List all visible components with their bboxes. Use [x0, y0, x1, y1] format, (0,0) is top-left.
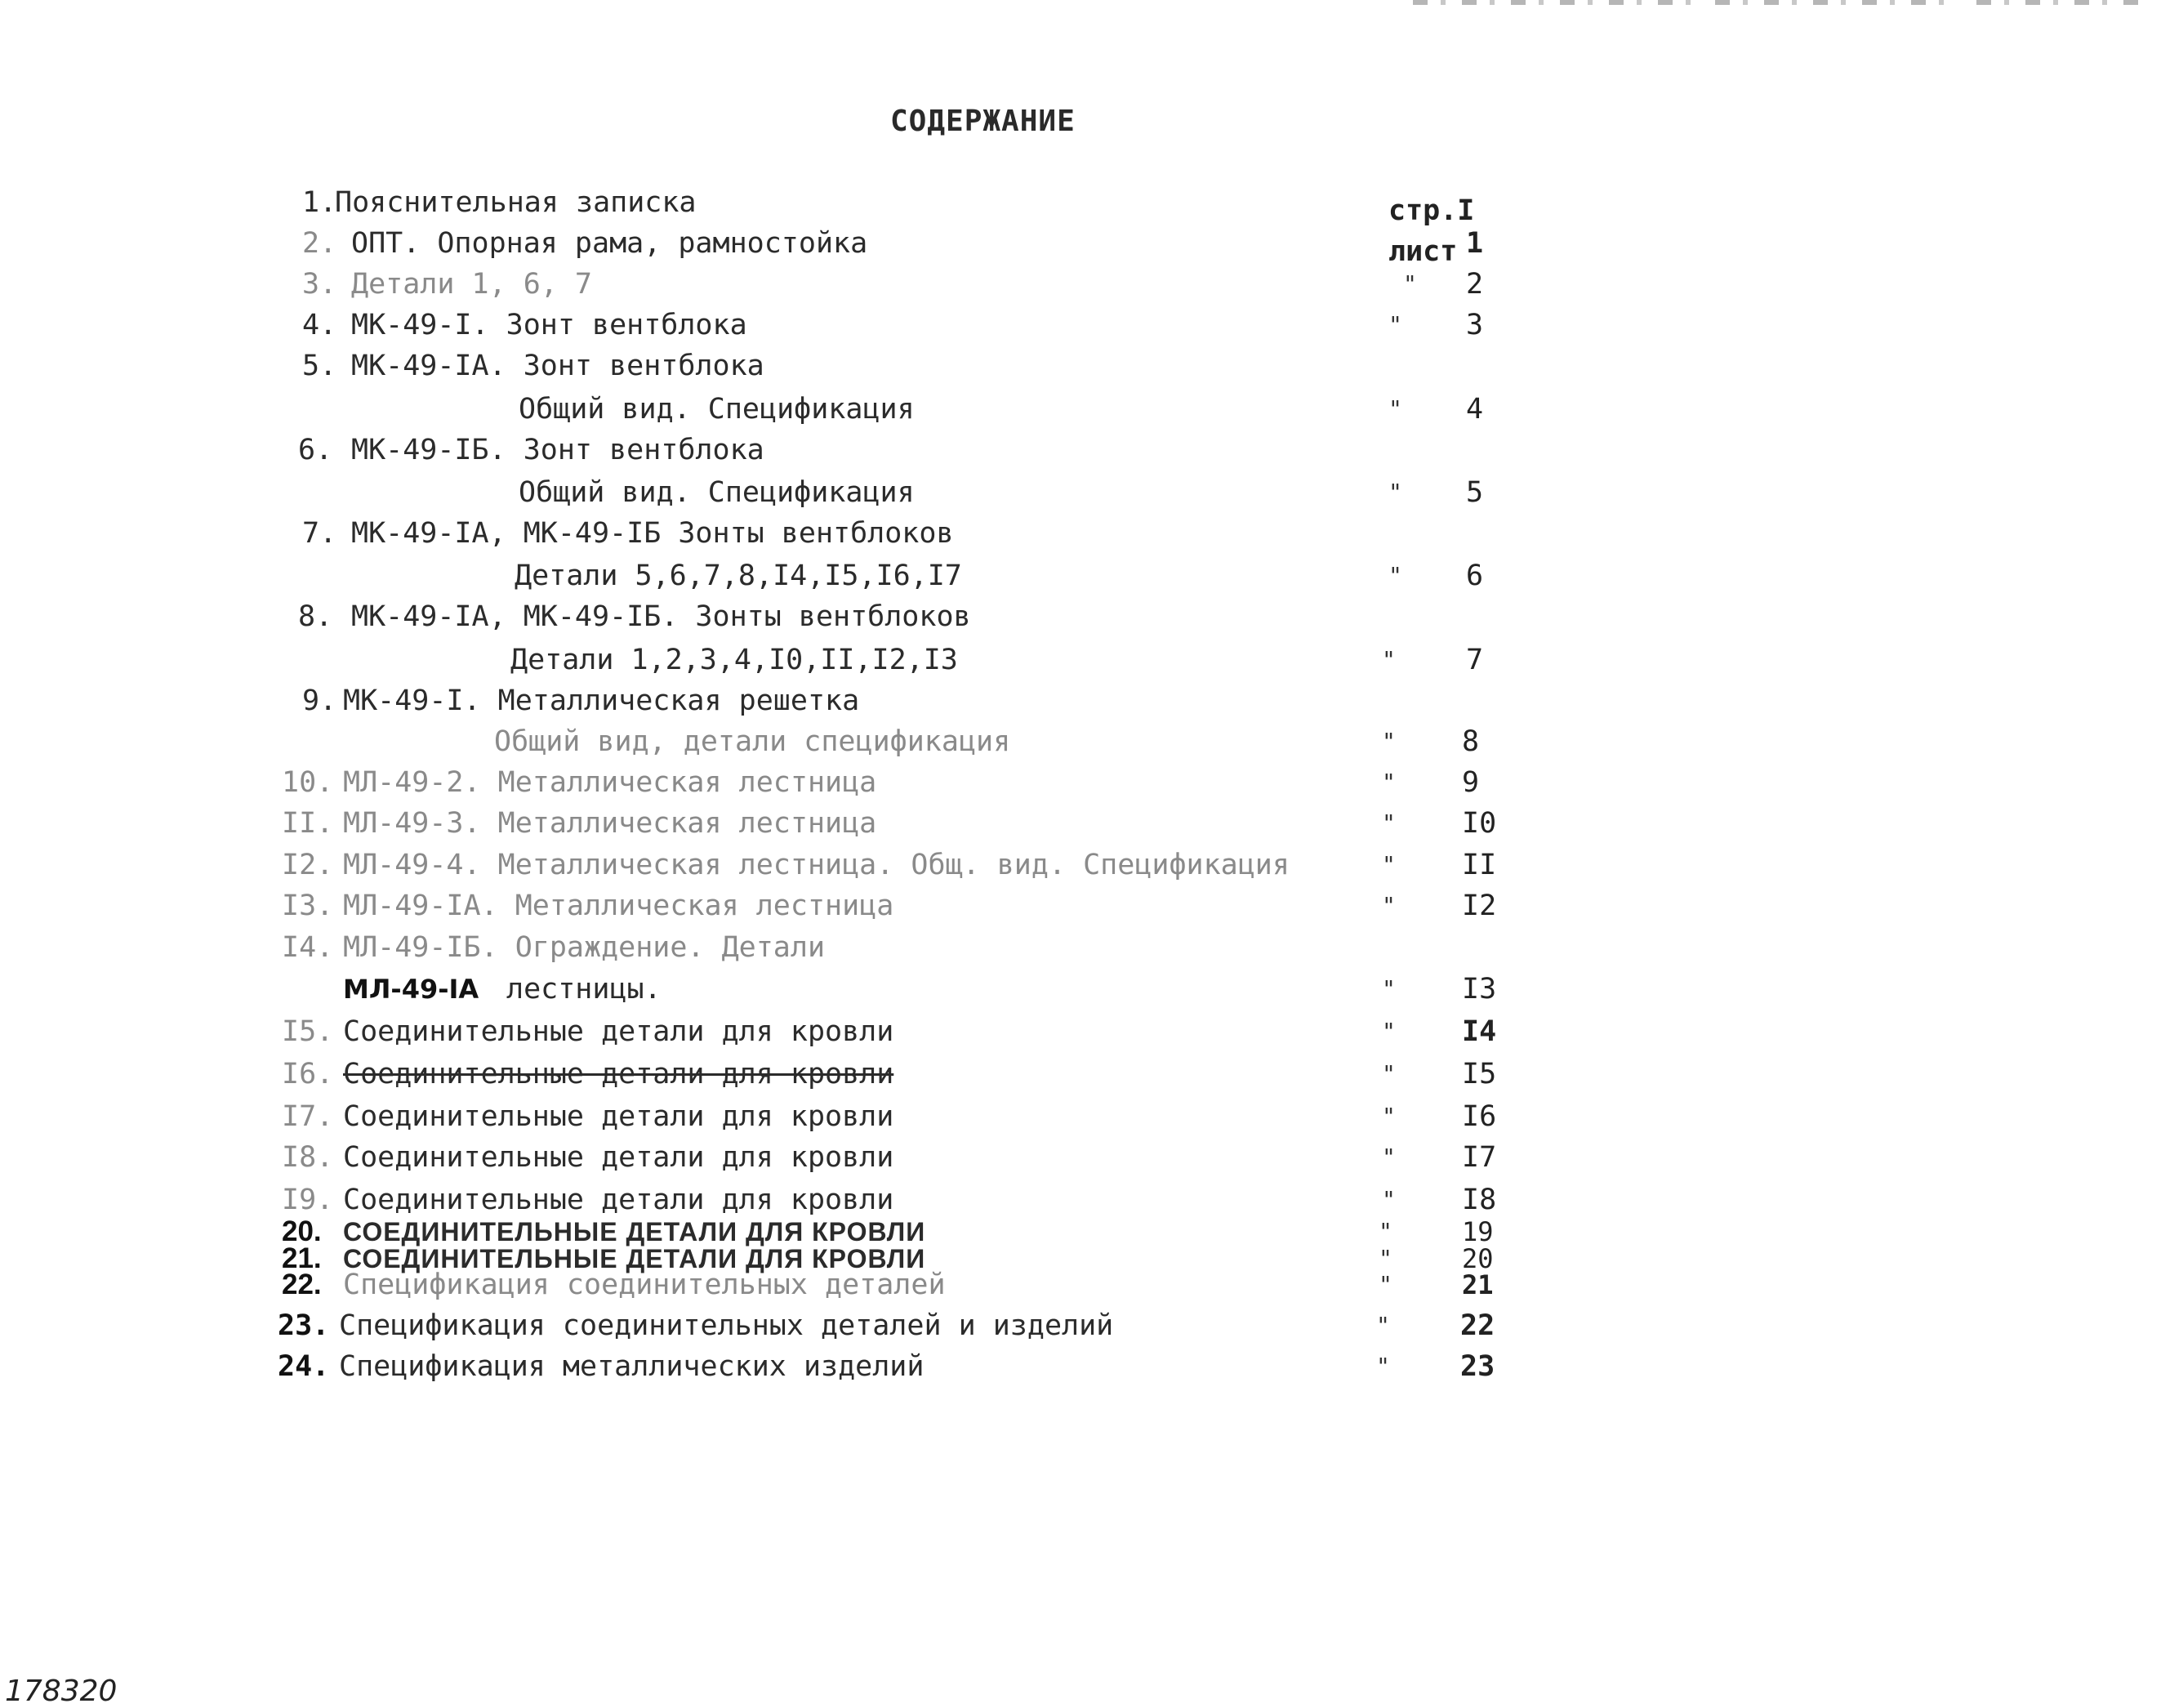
toc-title: МК-49-IБ. Зонт вентблока	[351, 434, 764, 466]
scan-artifact-top	[1413, 0, 1691, 5]
toc-page-number: 20	[1462, 1243, 1494, 1274]
sheet-column-header: лист	[1388, 235, 1458, 268]
toc-ditto-mark: "	[1382, 1018, 1396, 1045]
toc-title: МЛ-49-4. Металлическая лестница. Общ. вид. Спецификация	[343, 849, 1290, 881]
toc-page-number: 22	[1460, 1309, 1495, 1342]
toc-number: I9.	[282, 1184, 334, 1216]
scan-artifact-top-3	[1976, 0, 2140, 5]
toc-ditto-mark: "	[1382, 1103, 1396, 1130]
toc-title: Детали 1, 6, 7	[351, 268, 593, 301]
toc-number: 10.	[282, 766, 334, 799]
toc-title: Детали 1,2,3,4,I0,II,I2,I3	[510, 644, 958, 676]
toc-number: 2.	[302, 227, 337, 260]
toc-ditto-mark: "	[1379, 1271, 1392, 1298]
toc-number: 24.	[278, 1350, 330, 1383]
toc-ditto-mark: "	[1382, 769, 1396, 796]
toc-page-number: II	[1462, 849, 1497, 881]
toc-number: 21.	[282, 1242, 322, 1274]
toc-number: 4.	[302, 309, 337, 341]
toc-page-number: I3	[1462, 973, 1497, 1006]
toc-page-number: 9	[1462, 766, 1480, 799]
toc-page-number: 23	[1460, 1350, 1495, 1383]
toc-number: 5.	[302, 350, 337, 382]
toc-ditto-mark: "	[1382, 809, 1396, 836]
toc-number: I7.	[282, 1100, 334, 1133]
toc-title: Соединительные детали для кровли	[343, 1141, 894, 1174]
toc-ditto-mark: "	[1382, 646, 1396, 673]
scan-artifact-top-2	[1715, 0, 1944, 5]
toc-title: МК-49-IА, МК-49-IБ Зонты вентблоков	[351, 517, 954, 550]
toc-ditto-mark: "	[1388, 311, 1402, 338]
toc-page-number: I4	[1462, 1015, 1497, 1048]
toc-page-number: I2	[1462, 890, 1497, 922]
toc-ditto-mark: "	[1382, 728, 1396, 755]
toc-number: 8.	[298, 600, 333, 633]
toc-title: СОЕДИНИТЕЛЬНЫЕ ДЕТАЛИ ДЛЯ КРОВЛИ	[343, 1217, 926, 1246]
toc-page-number: 4	[1466, 393, 1484, 426]
toc-page-number: 5	[1466, 476, 1484, 509]
inventory-number: 178320	[5, 1675, 118, 1708]
toc-page-number: 7	[1466, 644, 1484, 676]
toc-title: Спецификация соединительных деталей и изделий	[339, 1309, 1114, 1342]
toc-title: МК-49-IА, МК-49-IБ. Зонты вентблоков	[351, 600, 971, 633]
toc-title: СОЕДИНИТЕЛЬНЫЕ ДЕТАЛИ ДЛЯ КРОВЛИ	[343, 1244, 926, 1273]
toc-page-number: 21	[1462, 1269, 1494, 1300]
toc-ditto-mark: "	[1382, 1186, 1396, 1213]
toc-page-number: 19	[1462, 1216, 1494, 1247]
toc-number: I5.	[282, 1015, 334, 1048]
toc-number: I2.	[282, 849, 334, 881]
toc-title: МК-49-IА. Зонт вентблока	[351, 350, 764, 382]
toc-number: 3.	[302, 268, 337, 301]
toc-ditto-mark: "	[1376, 1353, 1390, 1380]
toc-page-number: 1	[1466, 227, 1484, 260]
toc-number: 6.	[298, 434, 333, 466]
toc-ditto-mark: "	[1403, 270, 1417, 297]
toc-title: Соединительные детали для кровли	[343, 1184, 894, 1216]
toc-number: II.	[282, 807, 334, 840]
toc-ditto-mark: "	[1388, 479, 1402, 506]
toc-title: МК-49-I. Зонт вентблока	[351, 309, 747, 341]
toc-title: МК-49-I. Металлическая решетка	[343, 685, 860, 717]
toc-title: МЛ-49-IБ. Ограждение. Детали	[343, 931, 826, 964]
toc-number: 9.	[302, 685, 337, 717]
toc-title: Спецификация металлических изделий	[339, 1350, 925, 1383]
handwritten-prefix: МЛ-49-IА	[343, 974, 479, 1005]
toc-title: Общий вид. Спецификация	[519, 476, 915, 509]
toc-ditto-mark: "	[1382, 1144, 1396, 1171]
toc-number: 7.	[302, 517, 337, 550]
toc-page-number: 3	[1466, 309, 1484, 341]
toc-ditto-mark: "	[1382, 851, 1396, 878]
toc-title: МЛ-49-3. Металлическая лестница	[343, 807, 877, 840]
toc-number: I8.	[282, 1141, 334, 1174]
toc-page-number: I6	[1462, 1100, 1497, 1133]
toc-page-number: I8	[1462, 1184, 1497, 1216]
toc-ditto-mark: "	[1388, 562, 1402, 589]
toc-page-number: 8	[1462, 725, 1480, 758]
toc-number: 1.	[302, 186, 337, 219]
toc-ditto-mark: "	[1379, 1218, 1392, 1245]
page-column-header: стр.I	[1388, 194, 1475, 227]
toc-page-number: 6	[1466, 560, 1484, 592]
toc-title: Общий вид. Спецификация	[519, 393, 915, 426]
toc-number: I3.	[282, 890, 334, 922]
toc-page-number: I5	[1462, 1058, 1497, 1090]
document-title: СОДЕРЖАНИЕ	[890, 105, 1076, 138]
toc-title: Соединительные детали для кровли	[343, 1058, 894, 1090]
toc-title: Пояснительная записка	[335, 186, 697, 219]
toc-number: I6.	[282, 1058, 334, 1090]
toc-ditto-mark: "	[1376, 1312, 1390, 1339]
toc-title: Спецификация соединительных деталей	[343, 1269, 946, 1301]
toc-ditto-mark: "	[1382, 1060, 1396, 1087]
toc-number: 23.	[278, 1309, 330, 1342]
toc-page-number: I0	[1462, 807, 1497, 840]
toc-number: I4.	[282, 931, 334, 964]
toc-ditto-mark: "	[1382, 892, 1396, 919]
toc-title: МЛ-49-IА. Металлическая лестница	[343, 890, 894, 922]
toc-number: 20.	[282, 1215, 322, 1247]
toc-title: Соединительные детали для кровли	[343, 1100, 894, 1133]
toc-ditto-mark: "	[1382, 975, 1396, 1002]
toc-title: лестницы.	[506, 973, 662, 1006]
toc-number: 22.	[282, 1269, 322, 1300]
toc-page-number: I7	[1462, 1141, 1497, 1174]
toc-title: Детали 5,6,7,8,I4,I5,I6,I7	[515, 560, 962, 592]
toc-title: МЛ-49-2. Металлическая лестница	[343, 766, 877, 799]
toc-ditto-mark: "	[1388, 395, 1402, 422]
toc-page-number: 2	[1466, 268, 1484, 301]
toc-title: Общий вид, детали спецификация	[494, 725, 1011, 758]
toc-title: Соединительные детали для кровли	[343, 1015, 894, 1048]
toc-title: ОПТ. Опорная рама, рамностойка	[351, 227, 868, 260]
toc-ditto-mark: "	[1379, 1245, 1392, 1272]
